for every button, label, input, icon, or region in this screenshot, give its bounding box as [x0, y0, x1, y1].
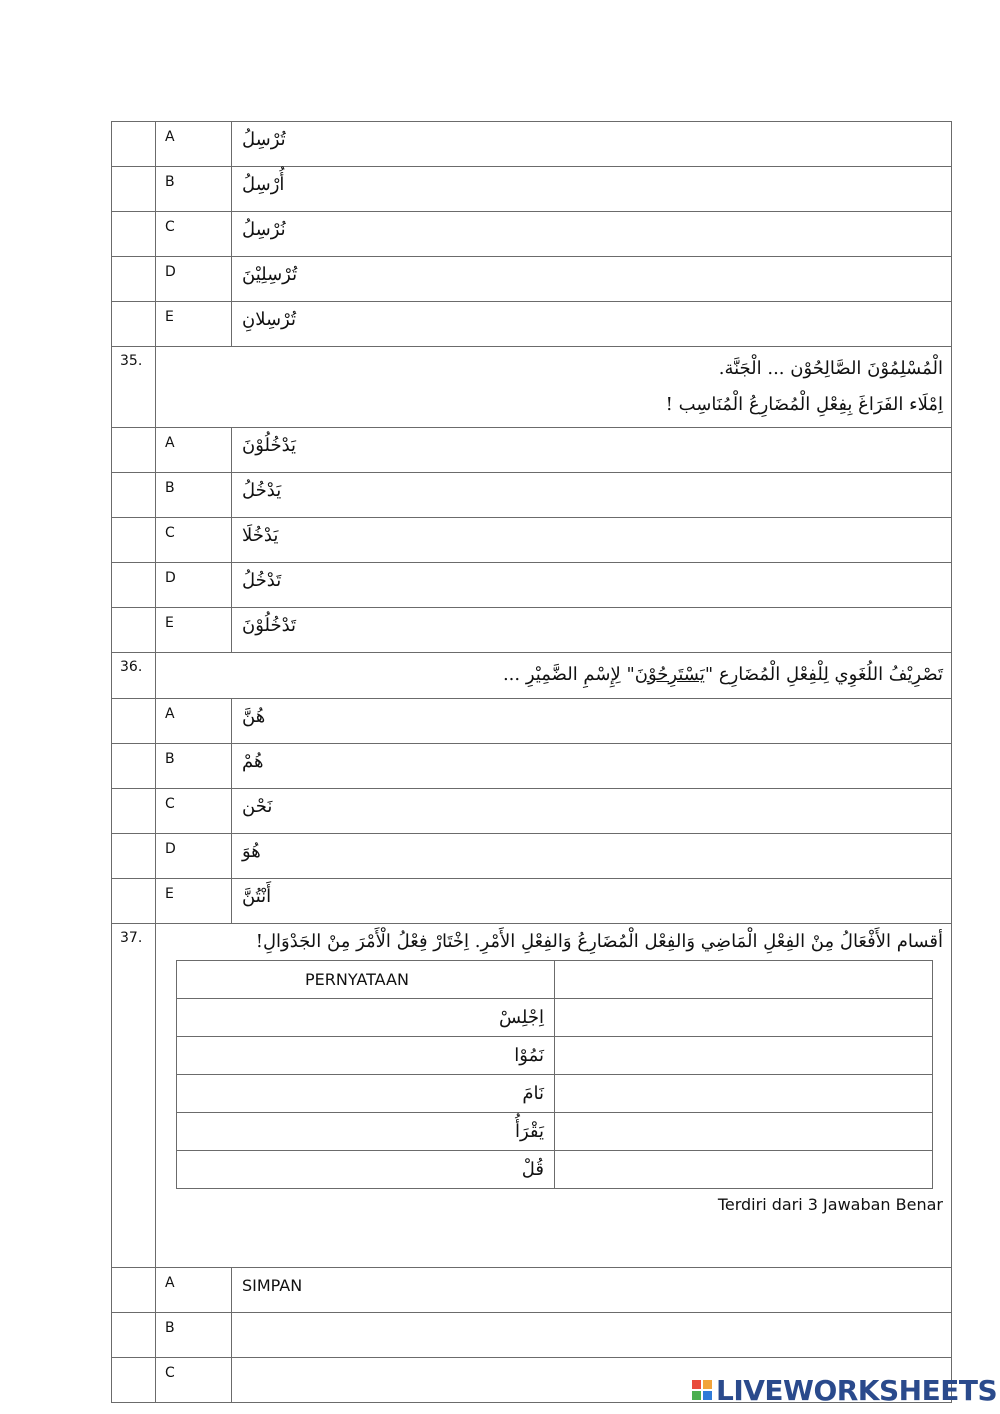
statement-word: اِجْلِسْ [177, 999, 555, 1037]
answer-cell[interactable] [555, 1075, 933, 1113]
option-row[interactable] [112, 1268, 952, 1313]
option-row[interactable] [112, 122, 952, 167]
worksheet-table [111, 121, 952, 1403]
option-row[interactable] [112, 879, 952, 924]
answer-note: Terdiri dari 3 Jawaban Benar [717, 1195, 943, 1214]
option-letter: B [156, 473, 232, 518]
question-row-37 [112, 924, 952, 1268]
option-text: هُمْ [242, 751, 264, 772]
statement-table [176, 960, 933, 1189]
option-text: تَدْخُلُوْنَ [242, 615, 297, 636]
option-row[interactable] [112, 834, 952, 879]
question-number: 37. [112, 924, 156, 1268]
question-row-35 [112, 347, 952, 428]
question-row-36 [112, 653, 952, 699]
option-row[interactable] [112, 744, 952, 789]
option-row[interactable] [112, 167, 952, 212]
option-text: هُوَ [242, 841, 261, 862]
option-text: تُرْسِلُ [242, 129, 286, 150]
option-row[interactable] [112, 699, 952, 744]
option-letter: C [156, 789, 232, 834]
option-text: يَدْخُلُ [242, 480, 282, 501]
answer-cell[interactable] [555, 1151, 933, 1189]
option-row[interactable] [112, 789, 952, 834]
option-row[interactable] [112, 302, 952, 347]
question-number: 35. [112, 347, 156, 428]
option-letter: C [156, 212, 232, 257]
option-text: هُنَّ [242, 706, 266, 727]
question-text: أقسام الأَفْعَالُ مِنْ الفِعْلِ الْمَاضِي وَالفِعْل الْمُضَارِعُ وَالفِعْلِ الأَمْرِ. اِخْتَارْ فِعْلُ الْأَمْرَ مِنْ الجَدْوَالِ! [255, 931, 943, 952]
option-row[interactable] [112, 518, 952, 563]
option-row[interactable] [112, 212, 952, 257]
option-letter: D [156, 563, 232, 608]
option-letter: E [156, 302, 232, 347]
option-text: نُرْسِلُ [242, 219, 286, 240]
answer-cell[interactable] [555, 999, 933, 1037]
option-letter: E [156, 608, 232, 653]
option-letter: D [156, 257, 232, 302]
statement-word: نَمُوْا [177, 1037, 555, 1075]
question-number: 36. [112, 653, 156, 699]
option-row[interactable] [112, 257, 952, 302]
statement-word: قُلْ [177, 1151, 555, 1189]
option-letter: B [156, 167, 232, 212]
answer-cell[interactable] [555, 961, 933, 999]
option-text: أُرْسِلُ [242, 174, 285, 195]
statement-header: PERNYATAAN [177, 961, 555, 999]
option-text: نَحْن [242, 796, 273, 817]
option-letter: A [156, 428, 232, 473]
option-letter: C [156, 518, 232, 563]
logo-text: LIVEWORKSHEETS [716, 1373, 998, 1407]
option-letter: A [156, 699, 232, 744]
logo-icon [692, 1380, 712, 1400]
statement-word: يَقْرَأُ [177, 1113, 555, 1151]
option-letter: C [156, 1358, 232, 1403]
option-row[interactable] [112, 1313, 952, 1358]
statement-word: نَامَ [177, 1075, 555, 1113]
option-text: تُرْسِلانِ [242, 309, 296, 330]
question-text: الْمُسْلِمُوْنَ الصَّالِحُوْن ... الْجَنَّة. [718, 358, 943, 379]
save-button[interactable]: SIMPAN [242, 1276, 303, 1295]
option-letter: A [156, 1268, 232, 1313]
option-text: يَدْخُلَا [242, 525, 279, 546]
option-row[interactable] [112, 563, 952, 608]
option-row[interactable] [112, 473, 952, 518]
option-text [232, 1313, 952, 1358]
option-text: أَنْتُنَّ [242, 886, 272, 907]
option-text: تَدْخُلُ [242, 570, 282, 591]
answer-cell[interactable] [555, 1113, 933, 1151]
option-text: يَدْخُلُوْنَ [242, 435, 297, 456]
question-text: تَصْرِيْفُ اللُغَوِي لِلْفِعْلِ الْمُضَارِع "يَسْتَرِحُوْنَ" لِإِسْمِ الضَّمِيْرِ ... [502, 664, 943, 685]
underlined-verb: يَسْتَرِحُوْنَ [634, 664, 705, 685]
answer-cell[interactable] [555, 1037, 933, 1075]
option-letter: E [156, 879, 232, 924]
option-letter: A [156, 122, 232, 167]
option-text: تُرْسِلِيْنَ [242, 264, 298, 285]
option-row[interactable] [112, 428, 952, 473]
option-letter: B [156, 744, 232, 789]
option-letter: D [156, 834, 232, 879]
option-letter: B [156, 1313, 232, 1358]
liveworksheets-logo [692, 1372, 997, 1408]
question-instruction: اِمْلَاء الفَرَاغَ بِفِعْلِ الْمُضَارِعُ الْمُنَاسِب ! [665, 394, 943, 415]
option-row[interactable] [112, 608, 952, 653]
